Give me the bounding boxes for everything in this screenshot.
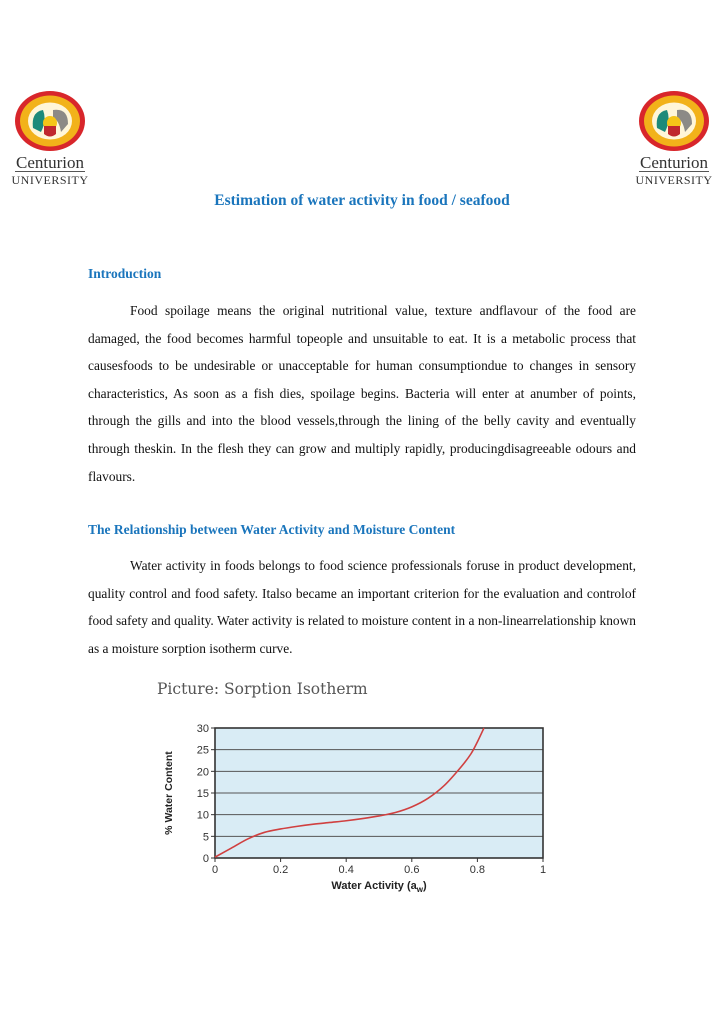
x-tick-label: 0.8 bbox=[469, 864, 486, 876]
y-tick-label: 10 bbox=[196, 809, 209, 822]
university-logo-left bbox=[4, 90, 96, 187]
page-title: Estimation of water activity in food / seafood bbox=[214, 192, 510, 209]
sorption-isotherm-chart bbox=[150, 710, 570, 900]
x-axis-label bbox=[331, 880, 427, 894]
x-tick-label: 0 bbox=[211, 864, 219, 876]
y-tick-label: 20 bbox=[196, 766, 209, 779]
x-axis-label-main: Water Activity (a bbox=[331, 880, 417, 892]
relationship-paragraph bbox=[88, 552, 636, 662]
relationship-text: Water activity in foods belongs to food science professionals foruse in product development, quality control and food safety. Italso became an important criterion for the evaluation and controlof food safety and quality. Water activity is related to moisture content in a non-linearrelationship known as a moisture sorption isotherm curve. bbox=[88, 558, 636, 656]
picture-caption: Picture: Sorption Isotherm bbox=[157, 680, 368, 698]
x-tick-label: 0.6 bbox=[404, 864, 420, 876]
introduction-paragraph bbox=[88, 297, 636, 490]
x-tick-label: 0.4 bbox=[338, 864, 354, 876]
y-tick-label: 30 bbox=[196, 723, 209, 735]
y-tick-label: 15 bbox=[196, 788, 209, 800]
x-tick-label: 0.2 bbox=[272, 864, 289, 876]
y-axis-label: % Water Content bbox=[163, 751, 175, 835]
x-axis-label-subscript: w bbox=[416, 885, 423, 894]
university-logo-right bbox=[628, 90, 720, 187]
logo-left-name: Centurion bbox=[16, 153, 84, 172]
section-heading-introduction: Introduction bbox=[88, 266, 162, 281]
y-tick-label: 0 bbox=[202, 853, 209, 865]
logo-left-subname: UNIVERSITY bbox=[11, 173, 89, 187]
y-tick-label: 5 bbox=[202, 831, 209, 844]
x-axis-label-close: ) bbox=[422, 880, 427, 892]
x-tick-label: 1 bbox=[539, 864, 547, 876]
logo-right-subname: UNIVERSITY bbox=[635, 173, 713, 187]
university-seal-icon bbox=[13, 90, 87, 152]
y-tick-label: 25 bbox=[196, 744, 209, 757]
introduction-text: Food spoilage means the original nutritional value, texture andflavour of the food are damaged, the food becomes harmful topeople and unsuitable to eat. It is a metabolic process that causesfoods to be undesirable or unacceptable for human consumptiondue to changes in sensory characteristics, As soon as a fish dies, spoilage begins. Bacteria will enter at anumber of points, through the gills and into the blood vessels,through the lining of the belly cavity and eventually through theskin. In the flesh they can grow and multiply rapidly, producingdisagreeable odours and flavours. bbox=[88, 303, 636, 484]
section-heading-relationship: The Relationship between Water Activity and Moisture Content bbox=[88, 522, 456, 537]
logo-right-name: Centurion bbox=[640, 153, 708, 172]
university-seal-icon bbox=[637, 90, 711, 152]
